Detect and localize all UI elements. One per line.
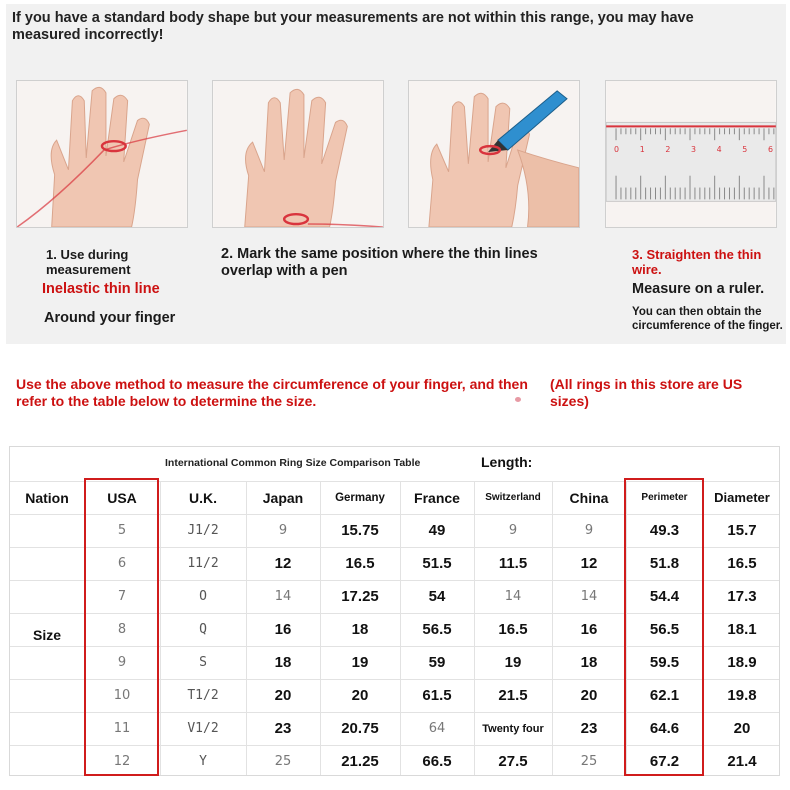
table-cell: 18 xyxy=(580,654,598,671)
table-cell: 16.5 xyxy=(345,555,375,572)
ruler-number: 1 xyxy=(639,145,645,155)
step1-title: 1. Use during measurement xyxy=(46,247,131,277)
table-cell: 54 xyxy=(428,588,446,605)
table-cell: 67.2 xyxy=(649,753,680,770)
table-cell: 18.1 xyxy=(727,621,757,638)
table-title: International Common Ring Size Comparison Table xyxy=(165,457,421,469)
table-cell: 16.5 xyxy=(727,555,757,572)
table-cell: 11.5 xyxy=(498,555,528,572)
column-header: Perimeter xyxy=(641,492,688,503)
table-cell: 27.5 xyxy=(498,753,528,770)
ruler-number: 0 xyxy=(614,145,620,155)
table-cell: 25 xyxy=(580,754,598,769)
table-cell: 11 xyxy=(113,721,131,736)
table-cell: 14 xyxy=(274,589,292,604)
perimeter-column-highlight xyxy=(624,478,704,776)
size-row-label: Size xyxy=(32,627,61,643)
ruler-photo xyxy=(605,80,777,228)
step2-title: 2. Mark the same position where the thin lines overlap with a pen xyxy=(221,246,538,279)
table-cell: 20 xyxy=(733,720,751,737)
table-cell: 51.8 xyxy=(649,555,680,572)
table-cell: 25 xyxy=(274,754,292,769)
table-cell: 16.5 xyxy=(498,621,528,638)
table-cell: 19.8 xyxy=(727,687,757,704)
table-cell: 61.5 xyxy=(422,687,452,704)
table-cell: 20 xyxy=(351,687,369,704)
table-cell: 5 xyxy=(117,523,127,538)
us-sizes-note: (All rings in this store are US sizes) xyxy=(550,376,743,409)
pen-marking-illustration xyxy=(409,81,579,227)
table-cell: 14 xyxy=(580,589,598,604)
hand-pen-photo xyxy=(408,80,580,228)
table-cell: 49.3 xyxy=(649,522,680,539)
column-header: USA xyxy=(107,489,137,506)
column-header: China xyxy=(569,489,609,506)
table-cell: 20 xyxy=(580,687,598,704)
table-cell: T1/2 xyxy=(187,688,219,703)
table-cell: 56.5 xyxy=(422,621,452,638)
table-cell: 17.3 xyxy=(727,588,757,605)
measure-instruction: Use the above method to measure the circumference of your finger, and then refer to the table below to determine the size. xyxy=(16,376,528,409)
table-cell: 7 xyxy=(117,589,127,604)
column-header: France xyxy=(414,489,460,506)
table-cell: Q xyxy=(199,622,207,637)
table-cell: 64.6 xyxy=(649,720,680,737)
ruler-number: 3 xyxy=(691,145,697,155)
warning-text: If you have a standard body shape but your measurements are not within this range, you may have measured incorrectly! xyxy=(12,10,694,43)
table-cell: 8 xyxy=(117,622,127,637)
table-cell: 21.4 xyxy=(727,753,757,770)
table-cell: 21.25 xyxy=(341,753,379,770)
table-cell: J1/2 xyxy=(187,523,219,538)
table-cell: 9 xyxy=(278,523,288,538)
column-header: U.K. xyxy=(189,489,217,506)
table-cell: Twenty four xyxy=(482,722,544,735)
column-header: Switzerland xyxy=(485,492,541,503)
table-cell: 59.5 xyxy=(649,654,680,671)
ruler-number: 4 xyxy=(716,145,722,155)
table-cell: 14 xyxy=(504,589,522,604)
decorative-dot xyxy=(515,397,521,402)
table-cell: 6 xyxy=(117,556,127,571)
table-cell: O xyxy=(199,589,207,604)
table-cell: 20.75 xyxy=(341,720,379,737)
table-cell: 62.1 xyxy=(649,687,680,704)
hand-thread-photo xyxy=(16,80,188,228)
table-cell: 18 xyxy=(274,654,292,671)
ruler-illustration xyxy=(606,81,776,227)
hand-thread-illustration xyxy=(17,81,187,227)
table-cell: 21.5 xyxy=(498,687,528,704)
length-label: Length: xyxy=(481,454,533,470)
table-cell: 18.9 xyxy=(727,654,757,671)
column-header: Germany xyxy=(335,491,385,504)
table-cell: Y xyxy=(199,754,207,769)
table-cell: 9 xyxy=(584,523,594,538)
hand-overlap-illustration xyxy=(213,81,383,227)
column-header: Japan xyxy=(262,489,304,506)
table-cell: 64 xyxy=(428,721,446,736)
table-cell: 12 xyxy=(274,555,292,572)
step1-around-label: Around your finger xyxy=(44,310,176,326)
table-cell: 12 xyxy=(113,754,131,769)
hand-mark-photo xyxy=(212,80,384,228)
step3-note: You can then obtain the circumference of the finger. xyxy=(632,306,783,332)
column-header: Diameter xyxy=(714,490,770,505)
table-cell: 16 xyxy=(274,621,292,638)
table-cell: 19 xyxy=(351,654,369,671)
table-cell: 11/2 xyxy=(187,556,219,571)
table-cell: 54.4 xyxy=(649,588,680,605)
usa-column-highlight xyxy=(84,478,159,776)
table-cell: 10 xyxy=(113,688,131,703)
table-cell: 15.7 xyxy=(727,522,757,539)
step3-title: 3. Straighten the thin wire. xyxy=(632,247,762,277)
table-cell: 56.5 xyxy=(649,621,680,638)
table-cell: 16 xyxy=(580,621,598,638)
table-cell: 9 xyxy=(117,655,127,670)
table-cell: 51.5 xyxy=(422,555,452,572)
table-cell: 66.5 xyxy=(422,753,452,770)
table-cell: 20 xyxy=(274,687,292,704)
table-cell: 19 xyxy=(504,654,522,671)
step3-ruler-label: Measure on a ruler. xyxy=(632,281,765,297)
step1-thread-label: Inelastic thin line xyxy=(42,281,160,297)
ruler-number: 2 xyxy=(665,145,671,155)
table-cell: V1/2 xyxy=(187,721,219,736)
table-cell: 17.25 xyxy=(341,588,379,605)
table-cell: 15.75 xyxy=(341,522,379,539)
table-cell: 23 xyxy=(580,720,598,737)
table-cell: 49 xyxy=(428,522,446,539)
table-cell: 9 xyxy=(508,523,518,538)
column-header: Nation xyxy=(25,489,69,506)
ruler-number: 5 xyxy=(742,145,748,155)
table-cell: 59 xyxy=(428,654,446,671)
ruler-number: 6 xyxy=(767,145,773,155)
table-cell: 23 xyxy=(274,720,292,737)
table-cell: 18 xyxy=(351,621,369,638)
table-cell: 12 xyxy=(580,555,598,572)
table-cell: S xyxy=(199,655,207,670)
